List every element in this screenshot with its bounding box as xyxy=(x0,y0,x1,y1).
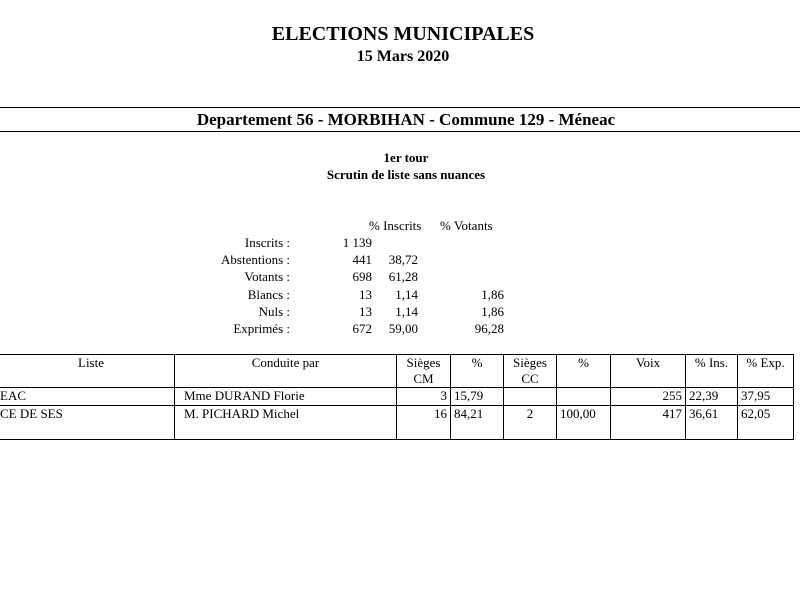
col-header-pct-cc: % xyxy=(557,355,611,388)
stat-value: 1 139 xyxy=(342,235,372,250)
stat-label: Exprimés : xyxy=(233,321,290,336)
col-header-sieges-cm-line1: Sièges xyxy=(406,355,441,370)
stat-label: Votants : xyxy=(244,269,290,284)
col-header-sieges-cc-line1: Sièges xyxy=(513,355,547,370)
cell-pct-cm: 84,21 xyxy=(451,406,504,440)
cell-pct-exp: 37,95 xyxy=(738,388,794,406)
col-header-pct-exp: % Exp. xyxy=(738,355,794,388)
col-header-sieges-cm xyxy=(397,355,451,388)
stat-value: 441 xyxy=(352,252,372,267)
results-table xyxy=(0,354,794,440)
cell-sieges-cm: 16 xyxy=(397,406,451,440)
top-divider xyxy=(0,107,800,108)
col-header-sieges-cm-line2: CM xyxy=(413,371,434,386)
location-heading: Departement 56 - MORBIHAN - Commune 129 - Méneac xyxy=(196,110,616,129)
stat-label: Abstentions : xyxy=(221,252,290,267)
stat-label: Inscrits : xyxy=(244,235,290,250)
col-header-sieges-cc xyxy=(504,355,557,388)
cell-sieges-cm: 3 xyxy=(397,388,451,406)
stat-pct-inscrits: 1,14 xyxy=(395,304,418,319)
stat-pct-inscrits: 59,00 xyxy=(388,321,418,336)
voting-mode: Scrutin de liste sans nuances xyxy=(326,167,486,182)
table-header-row xyxy=(0,355,794,388)
cell-pct-cc: 100,00 xyxy=(557,406,611,440)
cell-pct-cc xyxy=(557,388,611,406)
cell-voix: 417 xyxy=(611,406,686,440)
cell-liste: CE DE SES xyxy=(0,406,175,440)
stat-pct-inscrits: 61,28 xyxy=(388,269,418,284)
cell-pct-cm: 15,79 xyxy=(451,388,504,406)
stat-pct-inscrits: 1,14 xyxy=(395,287,418,302)
table-row xyxy=(0,406,794,440)
col-header-pct-votants: % Votants xyxy=(440,218,493,233)
stat-label: Blancs : xyxy=(247,287,290,302)
cell-sieges-cc xyxy=(504,388,557,406)
stat-value: 13 xyxy=(359,287,372,302)
col-header-conduite: Conduite par xyxy=(175,355,397,388)
col-header-pct-inscrits: % Inscrits xyxy=(369,218,422,233)
stat-pct-votants: 1,86 xyxy=(481,287,504,302)
round-label: 1er tour xyxy=(383,150,429,165)
col-header-pct-cm: % xyxy=(451,355,504,388)
stat-label: Nuls : xyxy=(258,304,290,319)
stat-pct-inscrits: 38,72 xyxy=(388,252,418,267)
table-row xyxy=(0,388,794,406)
cell-conduite: Mme DURAND Florie xyxy=(175,388,397,406)
page-title: ELECTIONS MUNICIPALES xyxy=(271,23,535,45)
bottom-divider xyxy=(0,131,800,132)
col-header-pct-ins: % Ins. xyxy=(686,355,738,388)
stat-value: 13 xyxy=(359,304,372,319)
cell-pct-ins: 22,39 xyxy=(686,388,738,406)
col-header-liste: Liste xyxy=(0,355,175,388)
election-date: 15 Mars 2020 xyxy=(356,48,450,65)
col-header-sieges-cc-line2: CC xyxy=(521,371,539,386)
stat-pct-votants: 96,28 xyxy=(474,321,504,336)
stat-pct-votants: 1,86 xyxy=(481,304,504,319)
col-header-voix: Voix xyxy=(611,355,686,388)
cell-liste: EAC xyxy=(0,388,175,406)
cell-pct-exp: 62,05 xyxy=(738,406,794,440)
cell-conduite: M. PICHARD Michel xyxy=(175,406,397,440)
stat-value: 672 xyxy=(352,321,372,336)
stat-value: 698 xyxy=(352,269,372,284)
cell-voix: 255 xyxy=(611,388,686,406)
cell-pct-ins: 36,61 xyxy=(686,406,738,440)
cell-sieges-cc: 2 xyxy=(504,406,557,440)
